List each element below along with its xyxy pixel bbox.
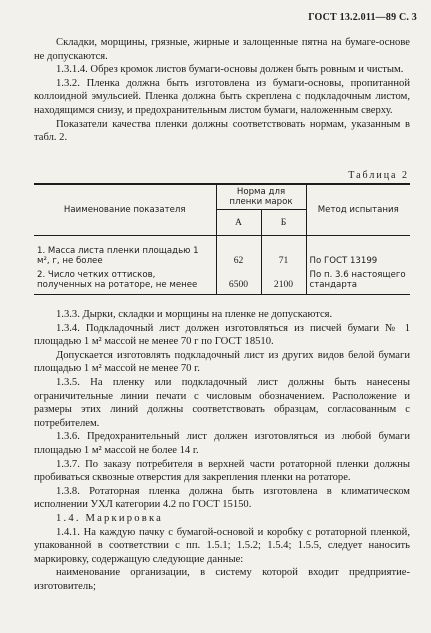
paragraph: Допускается изготовлять подкладочный лист из других видов белой бумаги площадью 1 м² массой не менее 70 г.: [34, 349, 410, 375]
row-value-a: 6500: [216, 268, 261, 295]
page-header: ГОСТ 13.2.011—89 С. 3: [308, 12, 417, 23]
section-title: 1.4. Маркировка: [56, 512, 164, 524]
paragraph: Складки, морщины, грязные, жирные и залощенные пятна на бумаге-основе не допускаются.: [34, 37, 410, 62]
col-header-b: Б: [261, 210, 306, 236]
table-row: [34, 268, 410, 295]
col-header-a: А: [216, 210, 261, 236]
paragraph: 1.4.1. На каждую пачку с бумагой-основой и коробку с ротаторной пленкой, упакованной в соответствии с пп. 1.5.1; 1.5.2; 1.5.4; 1.5.5, следует наносить маркировку, содержащую следующие данные:: [34, 526, 410, 565]
row-value-a: 62: [216, 236, 261, 269]
paragraph: наименование организации, в систему которой входит предприятие-изготовитель;: [34, 567, 410, 592]
paragraph: 1.3.2. Пленка должна быть изготовлена из бумаги-основы, пропитанной коллоидной эмульсией. Пленка должна быть скреплена с подкладочным листом, находящимся снизу, и предохранительным листом бумаги, наложенным сверху.: [34, 77, 410, 116]
row-name: 1. Масса листа пленки площадью 1 м², г, не более: [34, 236, 216, 269]
row-value-b: 71: [261, 236, 306, 269]
paragraph: 1.3.3. Дырки, складки и морщины на пленке не допускаются.: [56, 309, 333, 320]
paragraph: 1.3.7. По заказу потребителя в верхней части ротаторной пленки должны пробиваться сквозные отверстия для закрепления пленки на ротаторе.: [34, 458, 410, 484]
paragraph: 1.3.4. Подкладочный лист должен изготовляться из писчей бумаги № 1 площадью 1 м² массой не менее 70 г по ГОСТ 18510.: [34, 322, 410, 348]
table-row: [34, 236, 410, 269]
row-method: По ГОСТ 13199: [309, 256, 378, 266]
col-header-method: Метод испытания: [306, 184, 410, 236]
paragraph: 1.3.1.4. Обрез кромок листов бумаги-основы должен быть ровным и чистым.: [56, 64, 404, 76]
row-value-b: 2100: [261, 268, 306, 295]
top-text-block: [34, 36, 410, 145]
paragraph: 1.3.6. Предохранительный лист должен изготовляться из любой бумаги площадью 1 м² массой не более 14 г.: [34, 431, 410, 456]
paragraph: Показатели качества пленки должны соответствовать нормам, указанным в табл. 2.: [34, 118, 410, 144]
paragraph: 1.3.8. Ротаторная пленка должна быть изготовлена в климатическом исполнении УХЛ категории 4.2 по ГОСТ 15150.: [34, 485, 410, 511]
bottom-text-block: [34, 308, 410, 593]
row-name: 2. Число четких оттисков, полученных на ротаторе, не менее: [34, 268, 216, 295]
table-2: [34, 183, 410, 295]
col-header-norm: Норма для пленки марок: [216, 184, 306, 210]
col-header-name: Наименование показателя: [34, 184, 216, 236]
paragraph: 1.3.5. На пленку или подкладочный лист должны быть нанесены ограничительные линии печати с числовым обозначением. Расположение и размеры этих линий должны соответствовать образцам, согласованным с потребителем.: [34, 376, 410, 429]
row-method: По п. 3.6 настоящего стандарта: [309, 270, 406, 290]
table-caption: Таблица 2: [348, 170, 409, 181]
